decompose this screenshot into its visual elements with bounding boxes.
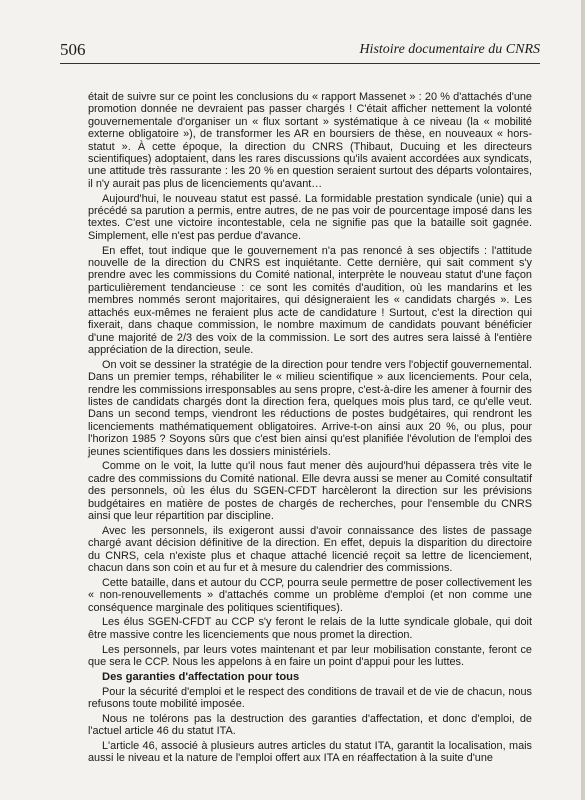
paragraph: L'article 46, associé à plusieurs autres articles du statut ITA, garantit la localisation, mais aussi le niveau et la nature de l'emploi offert aux ITA en réaffectation à la suite d'une <box>88 740 532 765</box>
paragraph: Aujourd'hui, le nouveau statut est passé. La formidable prestation syndicale (unie) qui a précédé sa parution a permis, entre autres, de ne pas voir de pourcentage imposé dans les textes. C'est une victoire incontestable, cela ne signifie pas que la bataille soit gagnée. Simplement, elle n'est pas perdue d'avance. <box>88 192 532 242</box>
header-rule <box>60 63 540 64</box>
paragraph: Cette bataille, dans et autour du CCP, pourra seule permettre de poser collectivement les « non-renouvellements » d'attachés comme un problème d'emploi (et non comme une conséquence marginale des politiques scientifiques). <box>88 576 532 614</box>
running-title: Histoire documentaire du CNRS <box>359 42 540 57</box>
paragraph: était de suivre sur ce point les conclusions du « rapport Massenet » : 20 % d'attachés d'une promotion donnée ne devraient pas passer chargés ! C'était afficher nettement la volonté gouvernementale d'organiser un « flux sortant » systématique à ce niveau (la « mobilité externe obligatoire »), de transformer les AR en boursiers de thèse, en nouveaux « hors-statut ». À cette époque, la direction du CNRS (Thibaut, Ducuing et les directeurs scientifiques) adoptaient, dans les rares discussions qu'ils avaient accordées aux syndicats, une attitude très rassurante : les 20 % en question seraient surtout des départs volontaires, il n'y aurait pas plus de licenciements qu'avant… <box>88 91 532 190</box>
paragraph: Les personnels, par leurs votes maintenant et par leur mobilisation constante, feront ce que sera le CCP. Nous les appelons à en faire un point d'appui pour les luttes. <box>88 643 532 668</box>
paragraph: Les élus SGEN-CFDT au CCP s'y feront le relais de la lutte syndicale globale, qui doit être massive contre les licenciements que nous promet la direction. <box>88 616 532 641</box>
page-edge-shadow <box>581 0 585 800</box>
paragraph: Avec les personnels, ils exigeront aussi d'avoir connaissance des listes de passage chargé avant décision définitive de la direction. En effet, depuis la disparition du directoire du CNRS, cela n'existe plus et chaque attaché licencié reçoit sa lettre de licenciement, chacun dans son coin et au fur et à mesure du calendrier des commissions. <box>88 524 532 574</box>
section-heading: Des garanties d'affectation pour tous <box>102 670 300 683</box>
body-text <box>88 91 532 767</box>
page-number: 506 <box>60 40 86 59</box>
paragraph: On voit se dessiner la stratégie de la direction pour tendre vers l'objectif gouvernemental. Dans un premier temps, réhabiliter le « milieu scientifique » aux licenciements. Pour cela, rendre les commissions irresponsables au sens propre, c'est-à-dire les amener à fournir des listes de candidats chargés dont la direction fera, quelques mois plus tard, ce qu'elle veut. Dans un second temps, viendront les réductions de postes budgétaires, qui rendront les licenciements mathématiquement obligatoires. Arrive-t-on ainsi aux 20 %, ou plus, pour l'horizon 1985 ? Soyons sûrs que c'est bien ainsi qu'est planifiée l'évolution de l'emploi des jeunes scientifiques dans les dossiers ministériels. <box>88 358 532 458</box>
paragraph: Pour la sécurité d'emploi et le respect des conditions de travail et de vie de chacun, nous refusons toute mobilité imposée. <box>88 685 532 710</box>
paragraph: Comme on le voit, la lutte qu'il nous faut mener dès aujourd'hui dépassera très vite le cadre des commissions du Comité national. Elle devra aussi se mener au Comité consultatif des personnels, où les élus du SGEN-CFDT harcèleront la direction sur les prévisions budgétaires en matière de postes de chargés de recherches, pour l'ensemble du CNRS ainsi que leur répartition par discipline. <box>88 460 532 522</box>
paragraph: Nous ne tolérons pas la destruction des garanties d'affectation, et donc d'emploi, de l'actuel article 46 du statut ITA. <box>88 712 532 738</box>
page-header <box>60 40 540 62</box>
paragraph: En effet, tout indique que le gouvernement n'a pas renoncé à ses objectifs : l'attitude nouvelle de la direction du CNRS est inquiétante. Cette dernière, qui sait comment s'y prendre avec les commissions du Comité national, interprète le nouveau statut d'une façon particulièrement tendancieuse : ce sont les comités d'audition, où les mandarins et les membres nommés seront majoritaires, qui désigneraient les « candidats chargés ». Les attachés eux-mêmes ne feraient plus acte de candidature ! Surtout, c'est la direction qui fixerait, dans chaque commission, le nombre maximum de candidats pouvant bénéficier d'une majorité de 2/3 des voix de la commission. Le sort des autres sera laissé à l'entière appréciation de la direction, seule. <box>88 244 532 356</box>
